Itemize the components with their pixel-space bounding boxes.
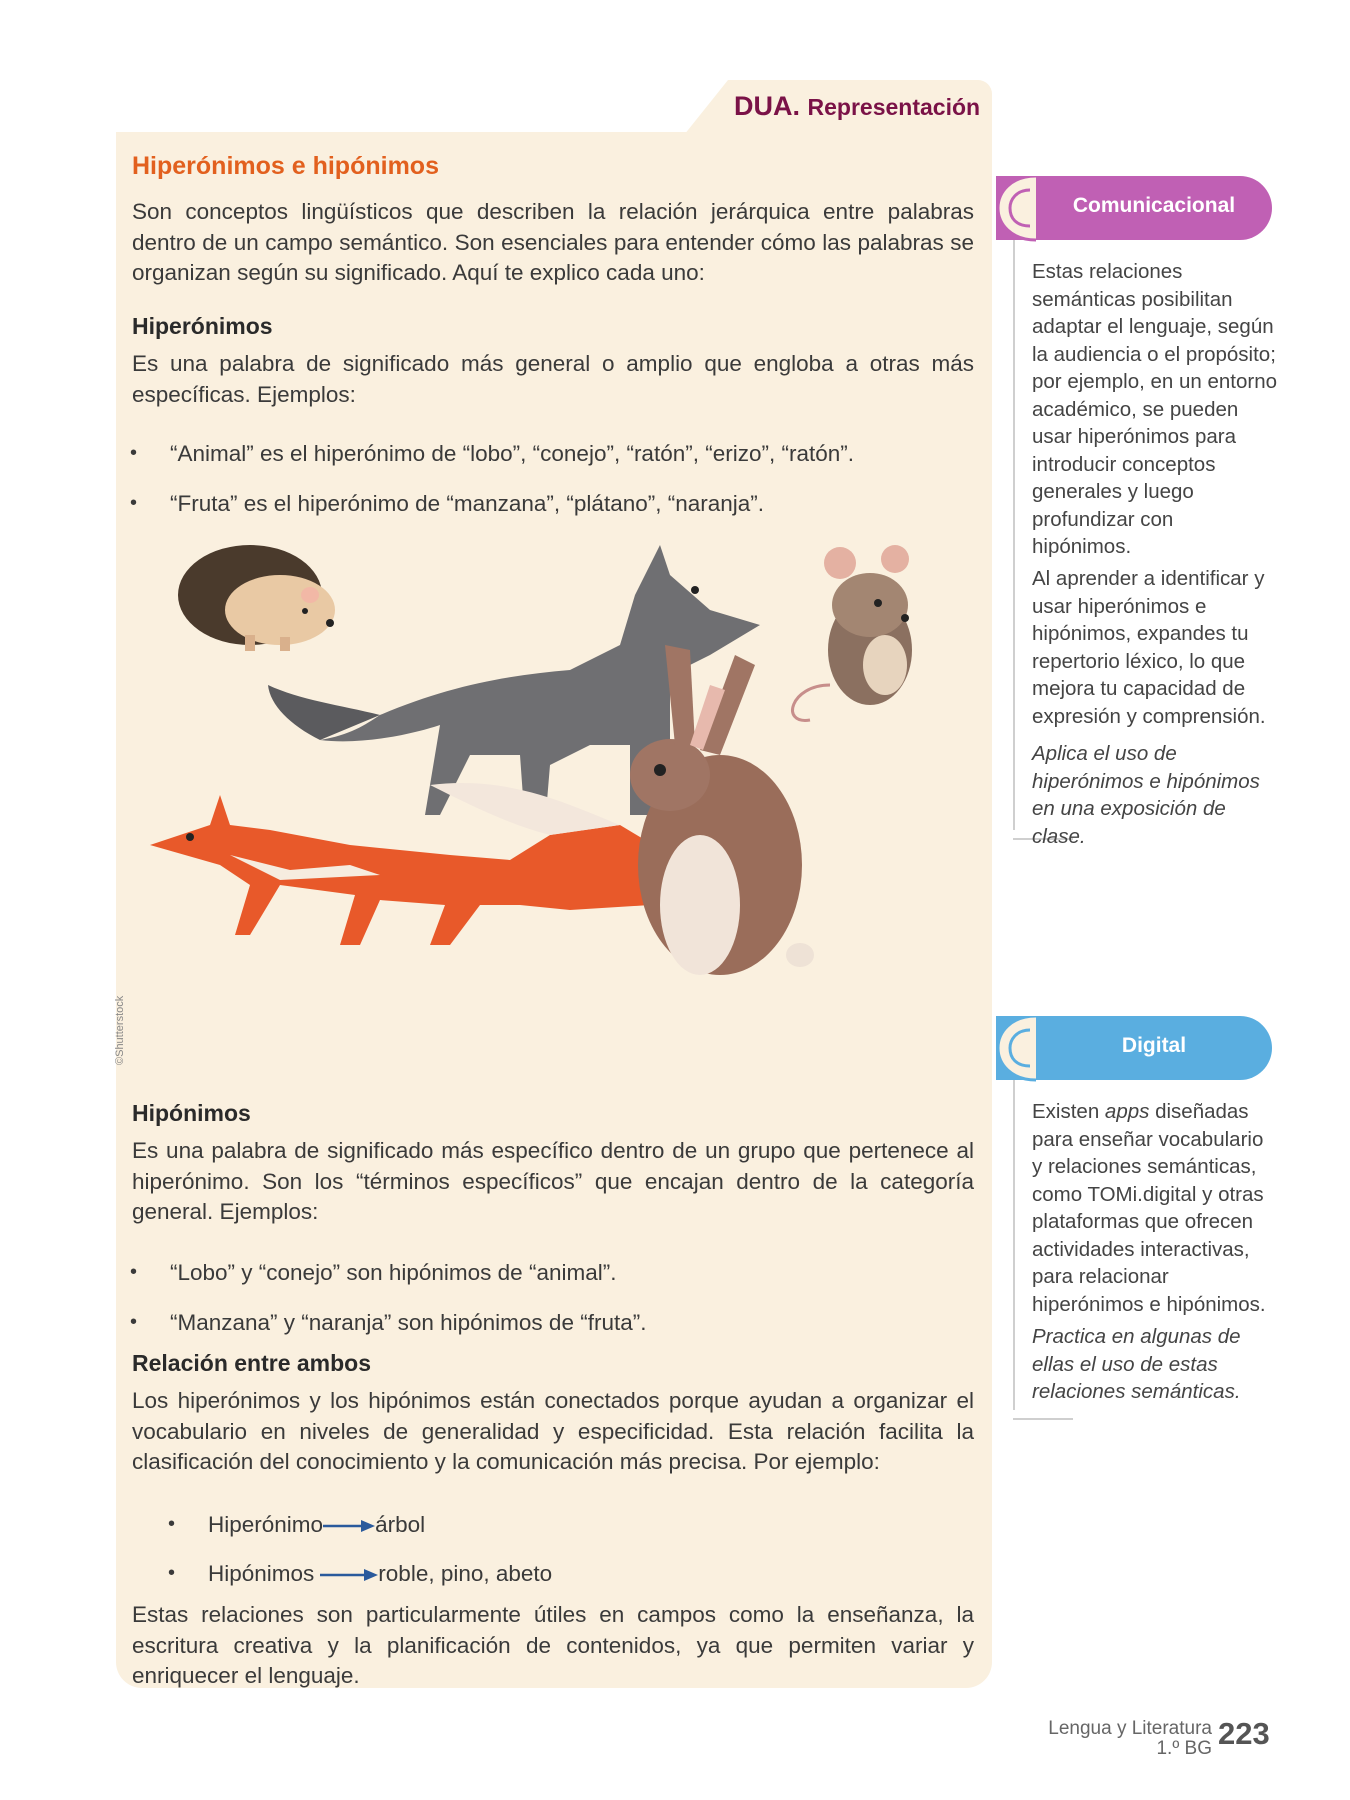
tab-hook-icon: [996, 176, 1046, 246]
bullet: •: [130, 492, 138, 514]
mouse-illustration: [793, 545, 912, 720]
relation-right: árbol: [375, 1512, 426, 1537]
hipo-example-1: “Lobo” y “conejo” son hipónimos de “animal”.: [170, 1260, 617, 1285]
hipo-example-2: “Manzana” y “naranja” son hipónimos de “fruta”.: [170, 1310, 647, 1335]
relation-example-1: [208, 1512, 425, 1538]
comunicacional-activity: Aplica el uso de hiperónimos e hipónimos en una exposición de clase.: [1032, 742, 1260, 848]
intro-paragraph: Son conceptos lingüísticos que describen la relación jerárquica entre palabras dentro de un campo semántico. Son esenciales para entender cómo las palabras se organizan según su significado. Aquí te explico cada uno:: [132, 199, 974, 285]
comunicacional-text-2: Al aprender a identificar y usar hiperónimos e hipónimos, expandes tu repertorio léxico, lo que mejora tu capacidad de expresión y comprensión.: [1032, 567, 1266, 728]
page-title: Hiperónimos e hipónimos: [132, 152, 439, 180]
relacion-heading: Relación entre ambos: [132, 1350, 372, 1376]
comunicacional-label: Comunicacional: [1072, 194, 1236, 217]
hedgehog-illustration: [178, 545, 335, 651]
page-number: 223: [1218, 1716, 1270, 1751]
relacion-paragraph: Los hiperónimos y los hipónimos están conectados porque ayudan a organizar el vocabulario en niveles de generalidad y especificidad. Esta relación facilita la clasificación del conocimiento y la comunicación más precisa. Por ejemplo:: [132, 1388, 974, 1474]
closing-paragraph: Estas relaciones son particularmente útiles en campos como la enseñanza, la escritura creativa y la planificación de contenidos, ya que permiten variar y enriquecer el lenguaje.: [132, 1602, 974, 1688]
hiper-example-2: “Fruta” es el hiperónimo de “manzana”, “plátano”, “naranja”.: [170, 491, 765, 516]
relation-left: Hiperónimo: [208, 1512, 324, 1537]
hiperonimos-heading: Hiperónimos: [132, 313, 273, 339]
hiperonimos-paragraph: Es una palabra de significado más general o amplio que engloba a otras más específicas. Ejemplos:: [132, 351, 974, 407]
digital-label: Digital: [1121, 1034, 1187, 1057]
footer-subject-name: Lengua y Literatura: [1048, 1718, 1212, 1739]
bullet: •: [130, 442, 138, 464]
bullet: •: [130, 1261, 138, 1283]
arrow-right-icon: [320, 1568, 378, 1582]
relation-left: Hipónimos: [208, 1561, 315, 1586]
digital-text-end: diseñadas para enseñar vocabulario y relaciones semánticas, como TOMi.digital y otras plataformas que ofrecen actividades interactivas, para relacionar hiperónimos e hipónimos.: [1032, 1100, 1266, 1316]
digital-text-start: Existen: [1032, 1100, 1105, 1123]
relation-right: roble, pino, abeto: [378, 1561, 553, 1586]
hiper-example-1: “Animal” es el hiperónimo de “lobo”, “conejo”, “ratón”, “erizo”, “ratón”.: [170, 441, 854, 466]
animals-illustration: [150, 525, 950, 1065]
digital-text-apps: apps: [1104, 1100, 1150, 1123]
bullet: •: [130, 1311, 138, 1333]
digital-activity: Practica en algunas de ellas el uso de estas relaciones semánticas.: [1032, 1325, 1241, 1403]
side-rule: [1013, 240, 1015, 830]
digital-text: [1032, 1098, 1278, 1318]
footer-grade: 1.º BG: [1156, 1738, 1212, 1759]
arrow-right-icon: [323, 1519, 375, 1533]
fox-illustration: [150, 783, 670, 945]
hiponimos-paragraph: Es una palabra de significado más específico dentro de un grupo que pertenece al hiperónimo. Son los “términos específicos” que encajan dentro de la categoría general. Ejemplos:: [132, 1138, 974, 1224]
dua-header: [734, 91, 980, 122]
relation-example-2: [208, 1561, 552, 1587]
image-credit: ©Shutterstock: [114, 995, 126, 1065]
bullet: •: [168, 1513, 176, 1535]
hiponimos-heading: Hipónimos: [132, 1100, 251, 1126]
side-rule: [1013, 1418, 1073, 1420]
tab-hook-icon: [996, 1016, 1046, 1086]
footer-subject: [1022, 1719, 1212, 1759]
comunicacional-text: Estas relaciones semánticas posibilitan adaptar el lenguaje, según la audiencia o el propósito; por ejemplo, en un entorno académico, se pueden usar hiperónimos para introducir conceptos generales y luego profundizar con hipónimos.: [1032, 260, 1278, 558]
dua-label: DUA.: [734, 91, 800, 121]
side-rule: [1013, 1080, 1015, 1410]
bullet: •: [168, 1562, 176, 1584]
dua-subtitle: Representación: [807, 94, 981, 120]
